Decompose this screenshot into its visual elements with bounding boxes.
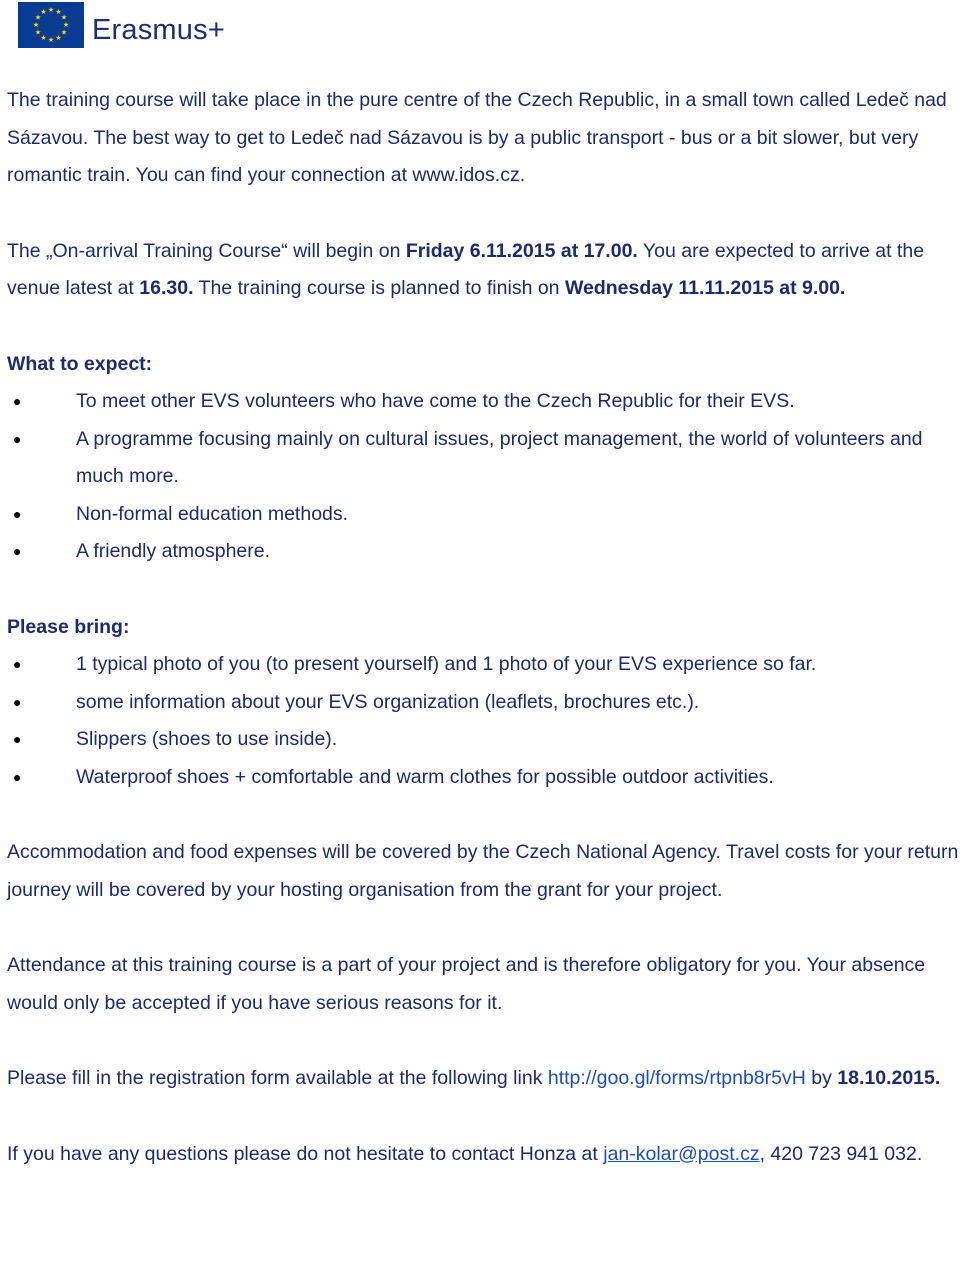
list-item bbox=[7, 533, 960, 571]
erasmus-logo bbox=[18, 2, 225, 48]
registration-link[interactable]: http://goo.gl/forms/rtpnb8r5vH bbox=[547, 1067, 806, 1089]
list-item-text: To meet other EVS volunteers who have come to the Czech Republic for their EVS. bbox=[76, 390, 795, 412]
bullet-icon: ● bbox=[13, 505, 22, 522]
svg-text:★: ★ bbox=[47, 6, 55, 14]
end-date: Wednesday 11.11.2015 at 9.00. bbox=[564, 277, 846, 299]
list-item-text: Non-formal education methods. bbox=[76, 502, 349, 525]
list-item bbox=[7, 421, 960, 496]
list-item-text: 1 typical photo of you (to present yourself) and 1 photo of your EVS experience so far. bbox=[76, 653, 817, 675]
list-item-text: some information about your EVS organization (leaflets, brochures etc.). bbox=[76, 690, 700, 713]
start-date: Friday 6.11.2015 at 17.00. bbox=[405, 239, 638, 262]
list-item-text: Slippers (shoes to use inside). bbox=[76, 728, 338, 750]
expect-heading: What to expect: bbox=[7, 352, 153, 375]
attendance-paragraph: Attendance at this training course is a part of your project and is therefore obligatory for you. Your absence would only be accepted if you have serious reasons for it. bbox=[7, 954, 926, 1014]
schedule-text: You are expected to arrive at the venue latest at bbox=[7, 239, 925, 299]
schedule-paragraph bbox=[7, 233, 960, 308]
registration-text: Please fill in the registration form available at the following link bbox=[7, 1067, 548, 1089]
svg-text:★: ★ bbox=[40, 34, 47, 42]
contact-phone: , 420 723 941 032. bbox=[759, 1142, 923, 1165]
svg-text:★: ★ bbox=[55, 8, 62, 16]
accommodation-paragraph: Accommodation and food expenses will be covered by the Czech National Agency. Travel costs for your return journey will be covered by your hosting organisation from the grant for your project. bbox=[7, 841, 959, 901]
list-item-text: Waterproof shoes + comfortable and warm clothes for possible outdoor activities. bbox=[76, 765, 774, 788]
svg-text:★: ★ bbox=[47, 36, 55, 44]
schedule-text: The training course is planned to finish on bbox=[193, 277, 565, 299]
svg-text:★: ★ bbox=[55, 34, 62, 42]
bullet-icon: ● bbox=[13, 543, 22, 559]
list-item bbox=[7, 759, 960, 797]
svg-text:★: ★ bbox=[60, 13, 68, 22]
contact-paragraph bbox=[7, 1136, 960, 1174]
svg-text:★: ★ bbox=[34, 13, 42, 22]
arrival-time: 16.30. bbox=[139, 277, 194, 299]
bullet-icon: ● bbox=[13, 768, 22, 785]
bullet-icon: ● bbox=[13, 693, 22, 710]
intro-paragraph: The training course will take place in the pure centre of the Czech Republic, in a small town called Ledeč nad Sázavou. The best way to get to Ledeč nad Sázavou is by a public transport - bus or a bit slower, but very romantic train. You can find your connection at www.idos.cz. bbox=[7, 89, 947, 186]
list-item-text: A programme focusing mainly on cultural issues, project management, the world of volunteers and much more. bbox=[76, 427, 923, 487]
contact-text: If you have any questions please do not hesitate to contact Honza at bbox=[7, 1142, 604, 1165]
svg-text:★: ★ bbox=[32, 21, 40, 29]
list-item bbox=[7, 721, 960, 759]
bullet-icon: ● bbox=[13, 656, 22, 672]
list-item bbox=[7, 496, 960, 534]
svg-text:★: ★ bbox=[40, 8, 47, 16]
registration-paragraph bbox=[7, 1060, 960, 1098]
list-item bbox=[7, 684, 960, 722]
list-item bbox=[7, 383, 960, 421]
list-item bbox=[7, 646, 960, 684]
svg-text:★: ★ bbox=[60, 28, 68, 37]
schedule-text: The „On-arrival Training Course“ will begin on bbox=[7, 239, 406, 262]
contact-email-link[interactable]: jan-kolar@post.cz bbox=[603, 1142, 760, 1165]
expect-list bbox=[7, 383, 960, 571]
svg-text:★: ★ bbox=[34, 28, 42, 37]
bring-list bbox=[7, 646, 960, 796]
list-item-text: A friendly atmosphere. bbox=[76, 540, 271, 562]
document-body bbox=[7, 82, 960, 1173]
bullet-icon: ● bbox=[13, 393, 22, 409]
svg-text:★: ★ bbox=[62, 21, 70, 29]
bullet-icon: ● bbox=[13, 731, 22, 747]
bullet-icon: ● bbox=[13, 430, 22, 447]
registration-deadline: 18.10.2015. bbox=[837, 1067, 941, 1089]
bring-heading: Please bring: bbox=[7, 615, 130, 638]
eu-flag-icon bbox=[18, 2, 84, 48]
registration-text: by bbox=[805, 1067, 838, 1089]
brand-name: Erasmus+ bbox=[92, 13, 225, 46]
